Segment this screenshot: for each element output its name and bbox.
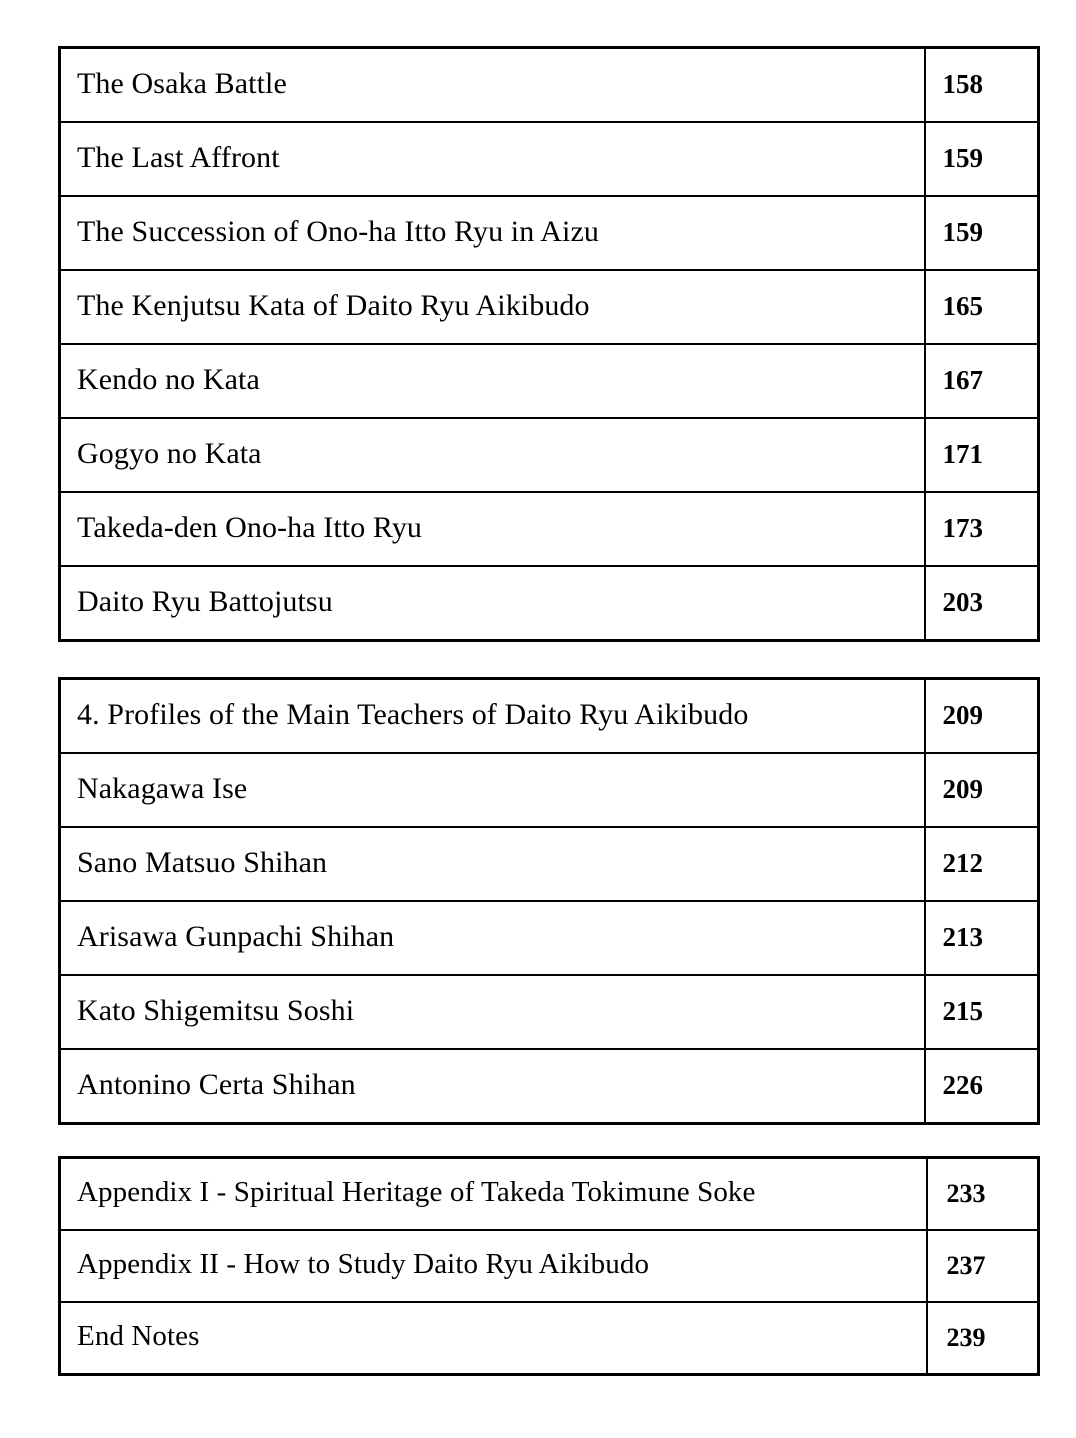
entry-page-number: 213 — [925, 901, 1039, 975]
toc-section-1-table — [58, 46, 1040, 642]
entry-page-number: 239 — [927, 1302, 1039, 1375]
toc-section-3-table — [58, 1156, 1040, 1376]
entry-page-number: 203 — [925, 566, 1039, 641]
entry-title: Kendo no Kata — [60, 344, 925, 418]
entry-page-number: 158 — [925, 48, 1039, 123]
entry-title: The Last Affront — [60, 122, 925, 196]
toc-section-3-body — [60, 1158, 1039, 1375]
entry-title: Takeda-den Ono-ha Itto Ryu — [60, 492, 925, 566]
table-row[interactable] — [60, 975, 1039, 1049]
table-row[interactable] — [60, 492, 1039, 566]
toc-section-2-table — [58, 677, 1040, 1125]
entry-title: Daito Ryu Battojutsu — [60, 566, 925, 641]
entry-title: Appendix II - How to Study Daito Ryu Aikibudo — [60, 1230, 927, 1302]
table-row[interactable] — [60, 418, 1039, 492]
entry-page-number: 173 — [925, 492, 1039, 566]
entry-title: Arisawa Gunpachi Shihan — [60, 901, 925, 975]
entry-page-number: 212 — [925, 827, 1039, 901]
table-row[interactable] — [60, 1049, 1039, 1124]
entry-page-number: 233 — [927, 1158, 1039, 1231]
table-row[interactable] — [60, 1158, 1039, 1231]
entry-title: The Succession of Ono-ha Itto Ryu in Aizu — [60, 196, 925, 270]
entry-title: Appendix I - Spiritual Heritage of Takeda Tokimune Soke — [60, 1158, 927, 1231]
entry-title: Nakagawa Ise — [60, 753, 925, 827]
table-row[interactable] — [60, 344, 1039, 418]
entry-page-number: 209 — [925, 679, 1039, 754]
entry-title: Kato Shigemitsu Soshi — [60, 975, 925, 1049]
table-row[interactable] — [60, 1302, 1039, 1375]
table-row[interactable] — [60, 753, 1039, 827]
table-row[interactable] — [60, 270, 1039, 344]
entry-page-number: 167 — [925, 344, 1039, 418]
table-row[interactable] — [60, 679, 1039, 754]
entry-title: 4. Profiles of the Main Teachers of Daito Ryu Aikibudo — [60, 679, 925, 754]
entry-page-number: 165 — [925, 270, 1039, 344]
entry-page-number: 159 — [925, 196, 1039, 270]
entry-page-number: 237 — [927, 1230, 1039, 1302]
entry-page-number: 159 — [925, 122, 1039, 196]
table-row[interactable] — [60, 1230, 1039, 1302]
entry-title: Antonino Certa Shihan — [60, 1049, 925, 1124]
table-row[interactable] — [60, 48, 1039, 123]
toc-section-2-body — [60, 679, 1039, 1124]
entry-title: The Kenjutsu Kata of Daito Ryu Aikibudo — [60, 270, 925, 344]
entry-title: End Notes — [60, 1302, 927, 1375]
table-row[interactable] — [60, 122, 1039, 196]
table-row[interactable] — [60, 901, 1039, 975]
entry-page-number: 226 — [925, 1049, 1039, 1124]
table-row[interactable] — [60, 566, 1039, 641]
entry-title: The Osaka Battle — [60, 48, 925, 123]
table-row[interactable] — [60, 196, 1039, 270]
toc-section-1-body — [60, 48, 1039, 641]
entry-page-number: 215 — [925, 975, 1039, 1049]
table-row[interactable] — [60, 827, 1039, 901]
entry-title: Sano Matsuo Shihan — [60, 827, 925, 901]
entry-page-number: 171 — [925, 418, 1039, 492]
entry-page-number: 209 — [925, 753, 1039, 827]
entry-title: Gogyo no Kata — [60, 418, 925, 492]
